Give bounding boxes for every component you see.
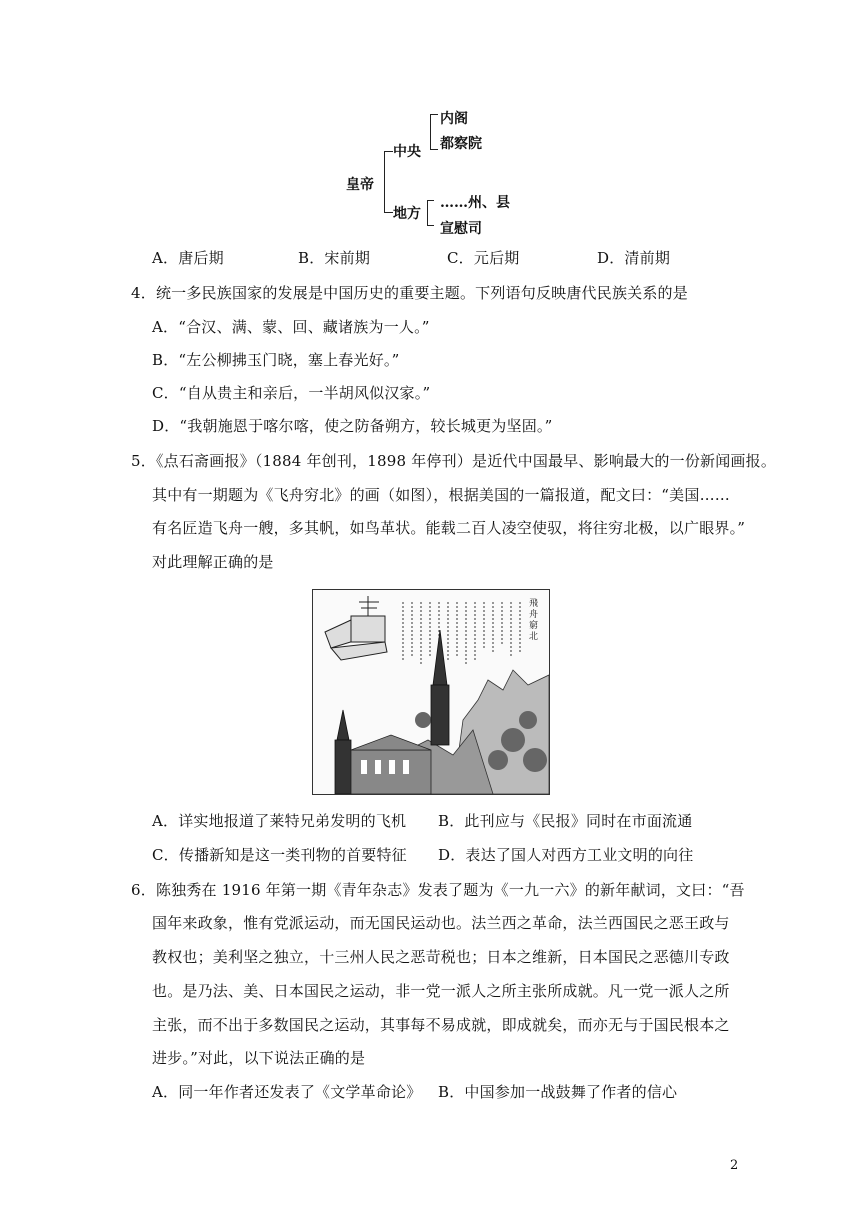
q3-option-a: A．唐后期: [152, 249, 224, 267]
q4-stem: 4．统一多民族国家的发展是中国历史的重要主题。下列语句反映唐代民族关系的是: [131, 284, 688, 302]
q6-stem-line-6: 进步。”对此，以下说法正确的是: [152, 1049, 366, 1067]
diagram-main-bracket: [384, 151, 393, 213]
flying-ship-illustration: [312, 589, 550, 795]
q4-option-c: C．“自从贵主和亲后，一半胡风似汉家。”: [152, 384, 431, 402]
q4-option-d: D．“我朝施恩于喀尔喀，使之防备朔方，较长城更为坚固。”: [152, 417, 553, 435]
q4-option-b: B．“左公柳拂玉门晓，塞上春光好。”: [152, 351, 400, 369]
q6-stem-line-4: 也。是乃法、美、日本国民之运动，非一党一派人之所主张所成就。凡一党一派人之所: [152, 982, 730, 1000]
q5-stem-line-3: 有名匠造飞舟一艘，多其帆，如鸟革状。能载二百人凌空使驭，将往穷北极，以广眼界。”: [152, 519, 746, 537]
q6-option-b: B．中国参加一战鼓舞了作者的信心: [438, 1083, 678, 1101]
diagram-central: 中央: [393, 144, 421, 160]
q5-stem-line-2: 其中有一期题为《飞舟穷北》的画（如图），根据美国的一篇报道，配文曰：“美国……: [152, 486, 730, 504]
q3-option-c: C．元后期: [447, 249, 520, 267]
q5-option-a: A．详实地报道了莱特兄弟发明的飞机: [152, 812, 407, 830]
diagram-root-emperor: 皇帝: [346, 177, 374, 193]
diagram-central-item-2: 都察院: [440, 136, 482, 152]
q5-option-b: B．此刊应与《民报》同时在市面流通: [438, 812, 693, 830]
q4-option-a: A．“合汉、满、蒙、回、藏诸族为一人。”: [152, 318, 430, 336]
diagram-central-bracket: [430, 114, 438, 150]
page-number: 2: [730, 1158, 739, 1173]
q5-option-c: C．传播新知是这一类刊物的首要特征: [152, 846, 407, 864]
q6-stem-line-3: 教权也；美利坚之独立，十三州人民之恶苛税也；日本之维新，日本国民之恶德川专政: [152, 948, 730, 966]
diagram-local-item-1: ……州、县: [440, 195, 510, 211]
q6-stem-line-5: 主张，而不出于多数国民之运动，其事每不易成就，即成就矣，而亦无与于国民根本之: [152, 1016, 730, 1034]
diagram-local-bracket: [427, 200, 434, 226]
diagram-local: 地方: [393, 206, 421, 222]
q5-stem-line-1: 5．《点石斋画报》（1884 年创刊，1898 年停刊）是近代中国最早、影响最大的一份新闻画报。: [131, 452, 777, 470]
q3-option-d: D．清前期: [597, 249, 671, 267]
diagram-local-item-2: 宣慰司: [440, 221, 482, 237]
q5-stem-line-4: 对此理解正确的是: [152, 553, 274, 571]
illustration-title: 飛舟窮北: [527, 598, 537, 642]
q6-stem-line-1: 6．陈独秀在 1916 年第一期《青年杂志》发表了题为《一九一六》的新年献词，文曰：“吾: [131, 881, 745, 899]
q5-option-d: D．表达了国人对西方工业文明的向往: [438, 846, 694, 864]
q3-option-b: B．宋前期: [298, 249, 371, 267]
q6-stem-line-2: 国年来政象，惟有党派运动，而无国民运动也。法兰西之革命，法兰西国民之恶王政与: [152, 914, 730, 932]
q6-option-a: A．同一年作者还发表了《文学革命论》: [152, 1083, 422, 1101]
diagram-central-item-1: 内阁: [440, 111, 468, 127]
